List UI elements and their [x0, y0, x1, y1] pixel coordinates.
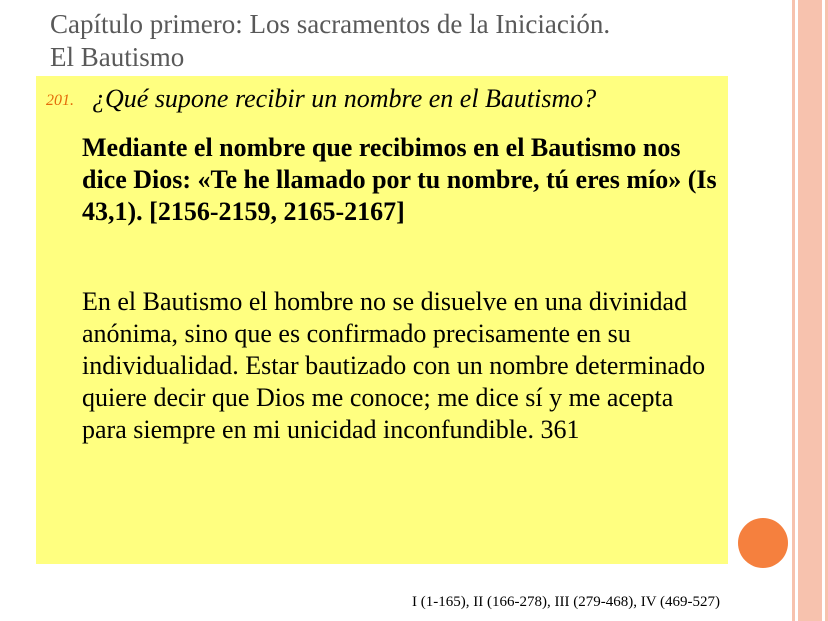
footer-section-index: I (1-165), II (166-278), III (279-468), IV (469-527) — [412, 594, 720, 610]
explanation-text: En el Bautismo el hombre no se disuelve en una divinidad anónima, sino que es confirmado precisamente en su individualidad. Estar bautizado con un nombre determinado quiere decir que Dios me conoce; me dice sí y me acepta para siempre en mi unicidad inconfundible. 361 — [82, 287, 706, 444]
slide-title-line-2: El Bautismo — [50, 42, 185, 72]
slide-title-line-1: Capítulo primero: Los sacramentos de la Iniciación. — [50, 9, 611, 39]
slide-title — [50, 8, 750, 74]
orange-circle-decoration — [738, 518, 788, 568]
right-decorative-stripes — [782, 0, 828, 621]
question-text: ¿Qué supone recibir un nombre en el Bautismo? — [92, 84, 597, 113]
answer-text: Mediante el nombre que recibimos en el Bautismo nos dice Dios: «Te he llamado por tu nombre, tú eres mío» (Is 43,1). [2156-2159, 2165-2167] — [82, 133, 717, 226]
content-box — [36, 76, 728, 564]
question-number: 201. — [46, 92, 74, 109]
